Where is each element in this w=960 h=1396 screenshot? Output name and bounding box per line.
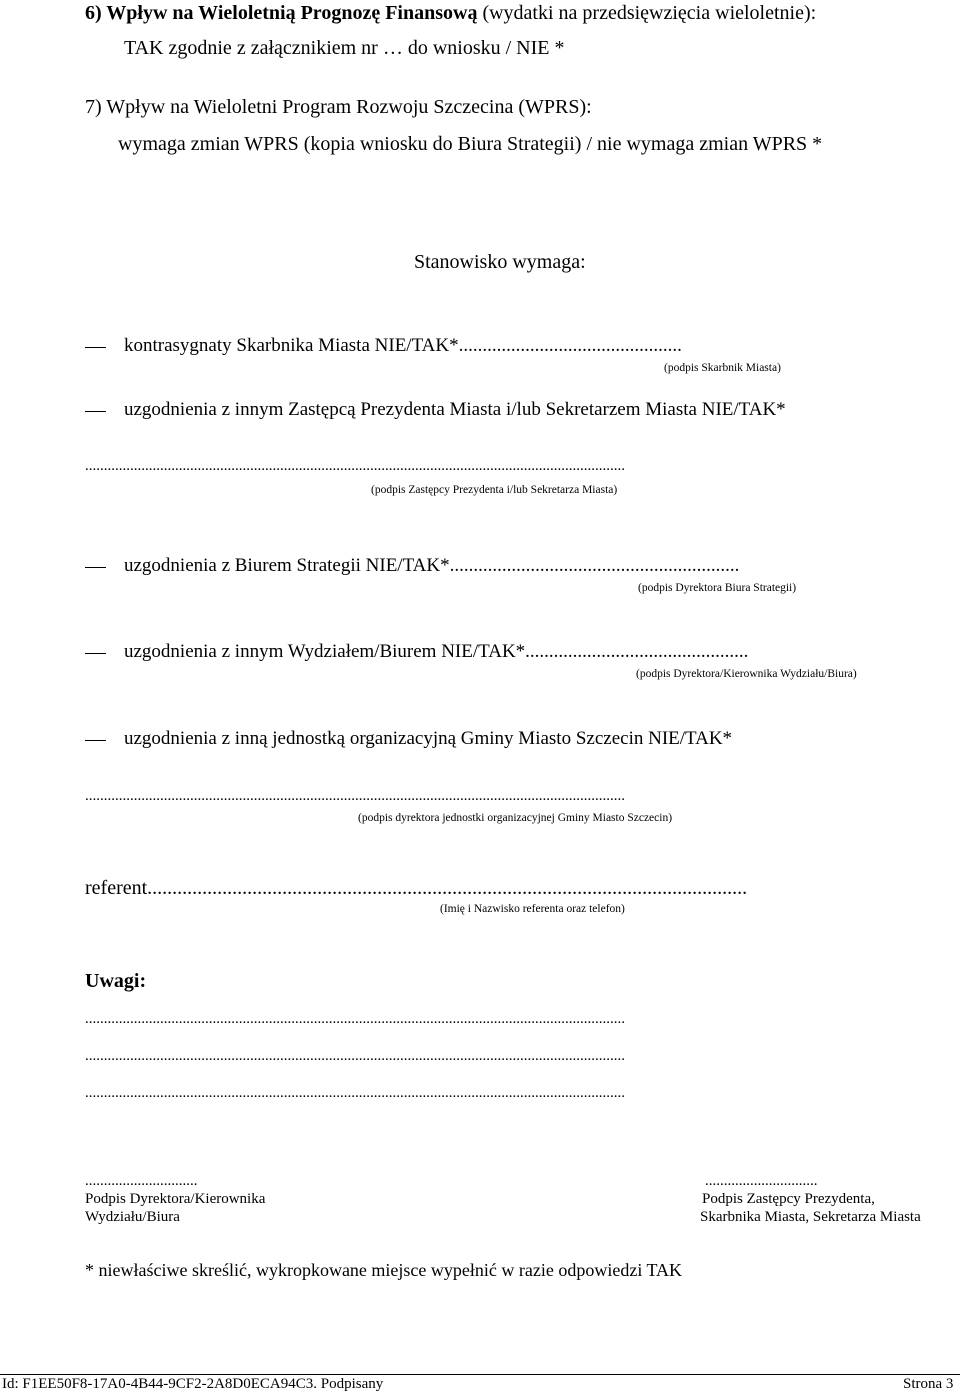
referent-caption: (Imię i Nazwisko referenta oraz telefon) [440,903,625,915]
uwagi-heading: Uwagi: [85,970,147,992]
signature-right-label-1: Podpis Zastępcy Prezydenta, [702,1191,875,1207]
signature-left-label-1: Podpis Dyrektora/Kierownika [85,1191,266,1207]
uwagi-line: ................................................................................................................................................ [85,1085,625,1101]
document-id: Id: F1EE50F8-17A0-4B44-9CF2-2A8D0ECA94C3. Podpisany [2,1376,384,1392]
footer-divider [0,1374,960,1375]
footnote: * niewłaściwe skreślić, wykropkowane miejsce wypełnić w razie odpowiedzi TAK [85,1260,683,1280]
section-6-heading-bold: 6) Wpływ na Wieloletnią Prognozę Finansową [85,2,478,24]
item-biuro-strategii-caption: (podpis Dyrektora Biura Strategii) [638,582,797,594]
item-wydzial-caption: (podpis Dyrektora/Kierownika Wydziału/Biura) [636,668,857,680]
uwagi-line: ................................................................................................................................................ [85,1048,625,1064]
item-zastepca-text: uzgodnienia z innym Zastępcą Prezydenta Miasta i/lub Sekretarzem Miasta NIE/TAK* [124,399,786,420]
item-zastepca-caption: (podpis Zastępcy Prezydenta i/lub Sekretarza Miasta) [371,484,618,496]
section-6-heading [85,2,816,25]
section-6-heading-rest: (wydatki na przedsięwzięcia wieloletnie): [477,2,817,24]
uwagi-line: ................................................................................................................................................ [85,1011,625,1027]
item-jednostka-caption: (podpis dyrektora jednostki organizacyjnej Gminy Miasto Szczecin) [358,812,673,824]
item-jednostka-dots: ................................................................................................................................................ [85,788,625,804]
signature-right-label-2: Skarbnika Miasta, Sekretarza Miasta [700,1209,921,1225]
item-jednostka-text: uzgodnienia z inną jednostką organizacyjną Gminy Miasto Szczecin NIE/TAK* [124,728,733,749]
list-dash [85,347,106,348]
list-dash [85,567,106,568]
signature-right-dots: .............................. [705,1173,818,1189]
item-skarbnik-text: kontrasygnaty Skarbnika Miasta NIE/TAK*............................................... [124,335,682,356]
list-dash [85,411,106,412]
section-7-line: wymaga zmian WPRS (kopia wniosku do Biura Strategii) / nie wymaga zmian WPRS * [118,133,823,155]
section-7-heading: 7) Wpływ na Wieloletni Program Rozwoju Szczecina (WPRS): [85,96,592,118]
item-biuro-strategii-text: uzgodnienia z Biurem Strategii NIE/TAK*............................................................. [124,555,740,576]
list-dash [85,740,106,741]
item-skarbnik-caption: (podpis Skarbnik Miasta) [664,362,781,374]
stanowisko-heading: Stanowisko wymaga: [414,251,586,273]
item-wydzial-text: uzgodnienia z innym Wydziałem/Biurem NIE/TAK*............................................... [124,641,749,662]
item-zastepca-dots: ................................................................................................................................................ [85,458,625,474]
signature-left-label-2: Wydziału/Biura [85,1209,180,1225]
signature-left-dots: .............................. [85,1173,198,1189]
page-number: Strona 3 [903,1376,954,1392]
list-dash [85,653,106,654]
section-6-line: TAK zgodnie z załącznikiem nr … do wniosku / NIE * [124,37,565,59]
referent-line: referent........................................................................................................................ [85,877,748,899]
